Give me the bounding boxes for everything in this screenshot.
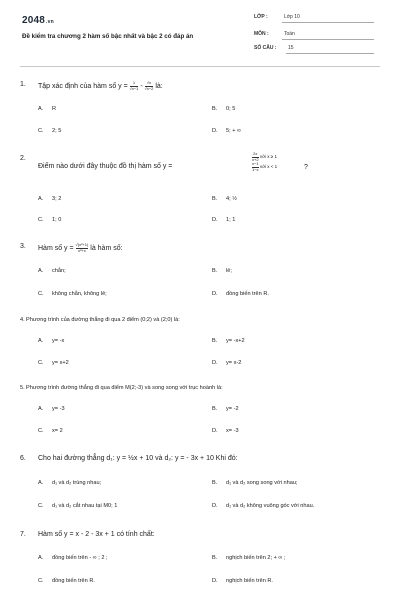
option-3a[interactable]: A. chẵn; bbox=[38, 268, 66, 274]
option-2c[interactable]: C. 1; 0 bbox=[38, 217, 62, 223]
formula-fraction: $\frac{√x}{√x-2}$ bbox=[144, 80, 154, 91]
option-6c[interactable]: C. d₁ và d₂ cắt nhau tại M0; 1 bbox=[38, 503, 118, 509]
option-3b[interactable]: B. lẻ; bbox=[212, 268, 232, 274]
option-4d[interactable]: D. y= x-2 bbox=[212, 360, 242, 366]
option-3d[interactable]: D. đồng biến trên R. bbox=[212, 291, 269, 297]
formula-fraction: $\frac{\text{√(x²+1)}}{\text{x²+x}}$ bbox=[75, 242, 89, 253]
option-6a[interactable]: A. d₁ và d₂ trùng nhau; bbox=[38, 480, 102, 486]
option-5b[interactable]: B. y= -2 bbox=[212, 406, 239, 412]
option-7a[interactable]: A. đồng biến trên - ∞ ; 2 ; bbox=[38, 555, 108, 561]
formula-fraction: $\frac{1}{√x-1}$ bbox=[129, 80, 139, 91]
option-2b[interactable]: B. 4; ½ bbox=[212, 196, 237, 202]
option-7b[interactable]: B. nghịch biến trên 2; + ∞ ; bbox=[212, 555, 286, 561]
formula-fraction: $\frac{2x}{x+2}$ bbox=[252, 151, 259, 162]
option-4c[interactable]: C. y= x+2 bbox=[38, 360, 69, 366]
option-5a[interactable]: A. y= -3 bbox=[38, 406, 65, 412]
piecewise-function: $\frac{2x}{x+2}$ với x ≥ 1 $\frac{x-1}{1-x}$ với x < 1 bbox=[252, 151, 278, 172]
option-4b[interactable]: B. y= -x+2 bbox=[212, 338, 245, 344]
option-2a[interactable]: A. 3; 2 bbox=[38, 196, 62, 202]
option-2d[interactable]: D. 1; 1 bbox=[212, 217, 236, 223]
document-title: Đề kiểm tra chương 2 hàm số bậc nhất và bậc 2 có đáp án bbox=[22, 33, 194, 40]
option-1b[interactable]: B. 0; 5 bbox=[212, 106, 236, 112]
option-6d[interactable]: D. d₁ và d₂ không vuông góc với nhau. bbox=[212, 503, 315, 509]
option-3c[interactable]: C. không chẵn, không lẻ; bbox=[38, 291, 107, 297]
option-1a[interactable]: A. R bbox=[38, 106, 57, 112]
option-4a[interactable]: A. y= -x bbox=[38, 338, 65, 344]
site-logo[interactable]: 2048.vn bbox=[22, 15, 54, 26]
option-7c[interactable]: C. đồng biến trên R. bbox=[38, 578, 95, 584]
option-1d[interactable]: D. 5; + ∞ bbox=[212, 128, 242, 134]
header-divider bbox=[20, 66, 380, 67]
question-2-end: ? bbox=[304, 164, 308, 171]
option-1c[interactable]: C. 2; 5 bbox=[38, 128, 62, 134]
option-6b[interactable]: B. d₁ và d₂ song song với nhau; bbox=[212, 480, 298, 486]
document-header: 2048.vn Đề kiểm tra chương 2 hàm số bậc nhất và bậc 2 có đáp án LỚP : Lớp 10 MÔN : Toán SỐ CÂU : 15 bbox=[0, 0, 400, 62]
option-7d[interactable]: D. nghịch biến trên R. bbox=[212, 578, 273, 584]
option-5d[interactable]: D. x= -3 bbox=[212, 428, 239, 434]
option-5c[interactable]: C. x= 2 bbox=[38, 428, 63, 434]
formula-fraction: $\frac{x-1}{1-x}$ bbox=[252, 161, 259, 172]
